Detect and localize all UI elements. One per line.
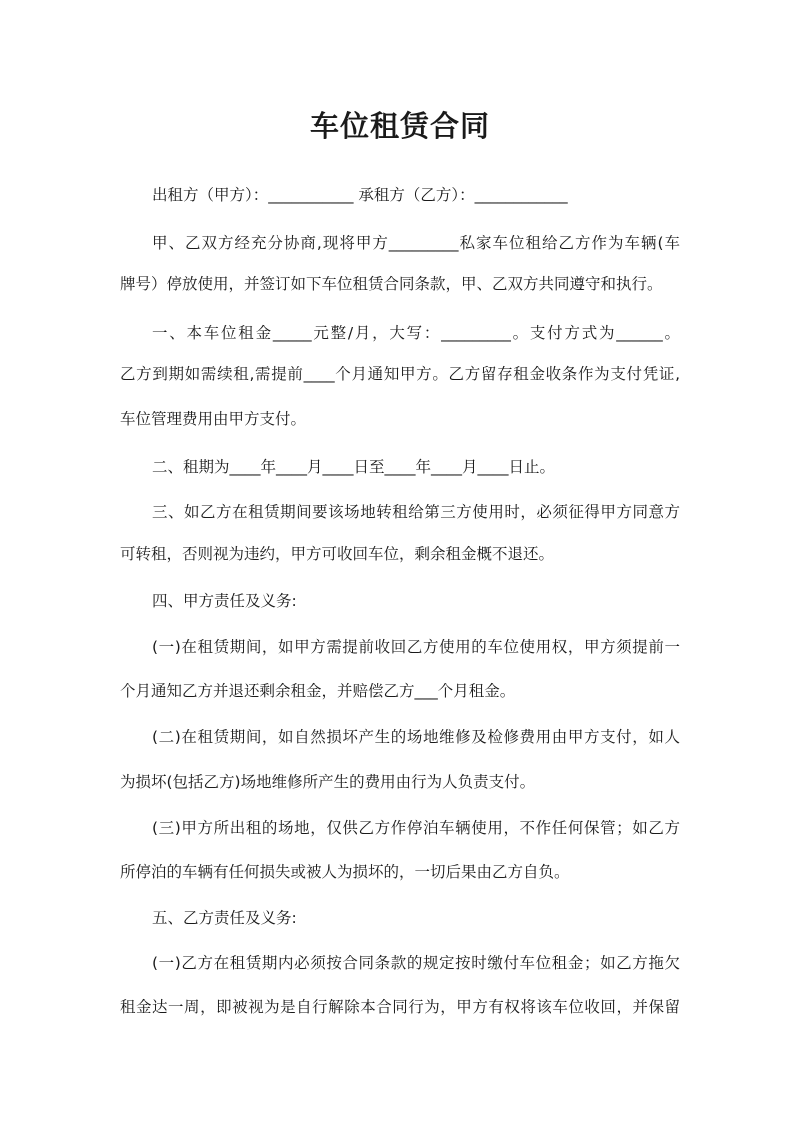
section-4-heading: 四、甲方责任及义务: — [152, 592, 297, 610]
page-title: 车位租赁合同 — [309, 109, 490, 143]
section-5-item-1-line-1: (一)乙方在租赁期内必须按合同条款的规定按时缴付车位租金；如乙方拖欠 — [152, 954, 680, 972]
section-4-item-2-line-2: 为损坏(包括乙方)场地维修所产生的费用由行为人负责支付。 — [120, 773, 536, 791]
section-4-item-1-line-2: 个月通知乙方并退还剩余租金，并赔偿乙方___个月租金。 — [120, 682, 516, 700]
section-4-item-3-line-2: 所停泊的车辆有任何损失或被人为损坏的，一切后果由乙方自负。 — [120, 863, 570, 881]
intro-line-1: 甲、乙双方经充分协商,现将甲方_________私家车位租给乙方作为车辆(车 — [152, 234, 680, 252]
clause-1-line-3: 车位管理费用由甲方支付。 — [120, 410, 307, 428]
section-4-item-1-line-1: (一)在租赁期间，如甲方需提前收回乙方使用的车位使用权，甲方须提前一 — [152, 638, 680, 656]
section-4-item-3-line-1: (三)甲方所出租的场地，仅供乙方作停泊车辆使用，不作任何保管；如乙方 — [152, 819, 680, 837]
clause-3-line-1: 三、如乙方在租赁期间要该场地转租给第三方使用时，必须征得甲方同意方 — [152, 503, 680, 521]
clause-2-line: 二、租期为____年____月____日至____年____月____日止。 — [152, 458, 556, 476]
party-line: 出租方（甲方）：___________ 承租方（乙方）：____________ — [152, 186, 568, 204]
clause-1-line-2: 乙方到期如需续租,需提前____个月通知甲方。乙方留存租金收条作为支付凭证, — [120, 365, 680, 383]
section-4-item-2-line-1: (二)在租赁期间，如自然损坏产生的场地维修及检修费用由甲方支付，如人 — [152, 728, 680, 746]
section-5-item-1-line-2: 租金达一周，即被视为是自行解除本合同行为，甲方有权将该车位收回，并保留 — [120, 998, 680, 1016]
intro-line-2: 牌号）停放使用，并签订如下车位租赁合同条款，甲、乙双方共同遵守和执行。 — [120, 275, 663, 293]
clause-3-line-2: 可转租，否则视为违约，甲方可收回车位，剩余租金概不退还。 — [120, 545, 555, 563]
clause-1-line-1: 一、本车位租金_____元整/月，大写：_________。支付方式为______。 — [152, 324, 680, 342]
section-5-heading: 五、乙方责任及义务: — [152, 909, 297, 927]
